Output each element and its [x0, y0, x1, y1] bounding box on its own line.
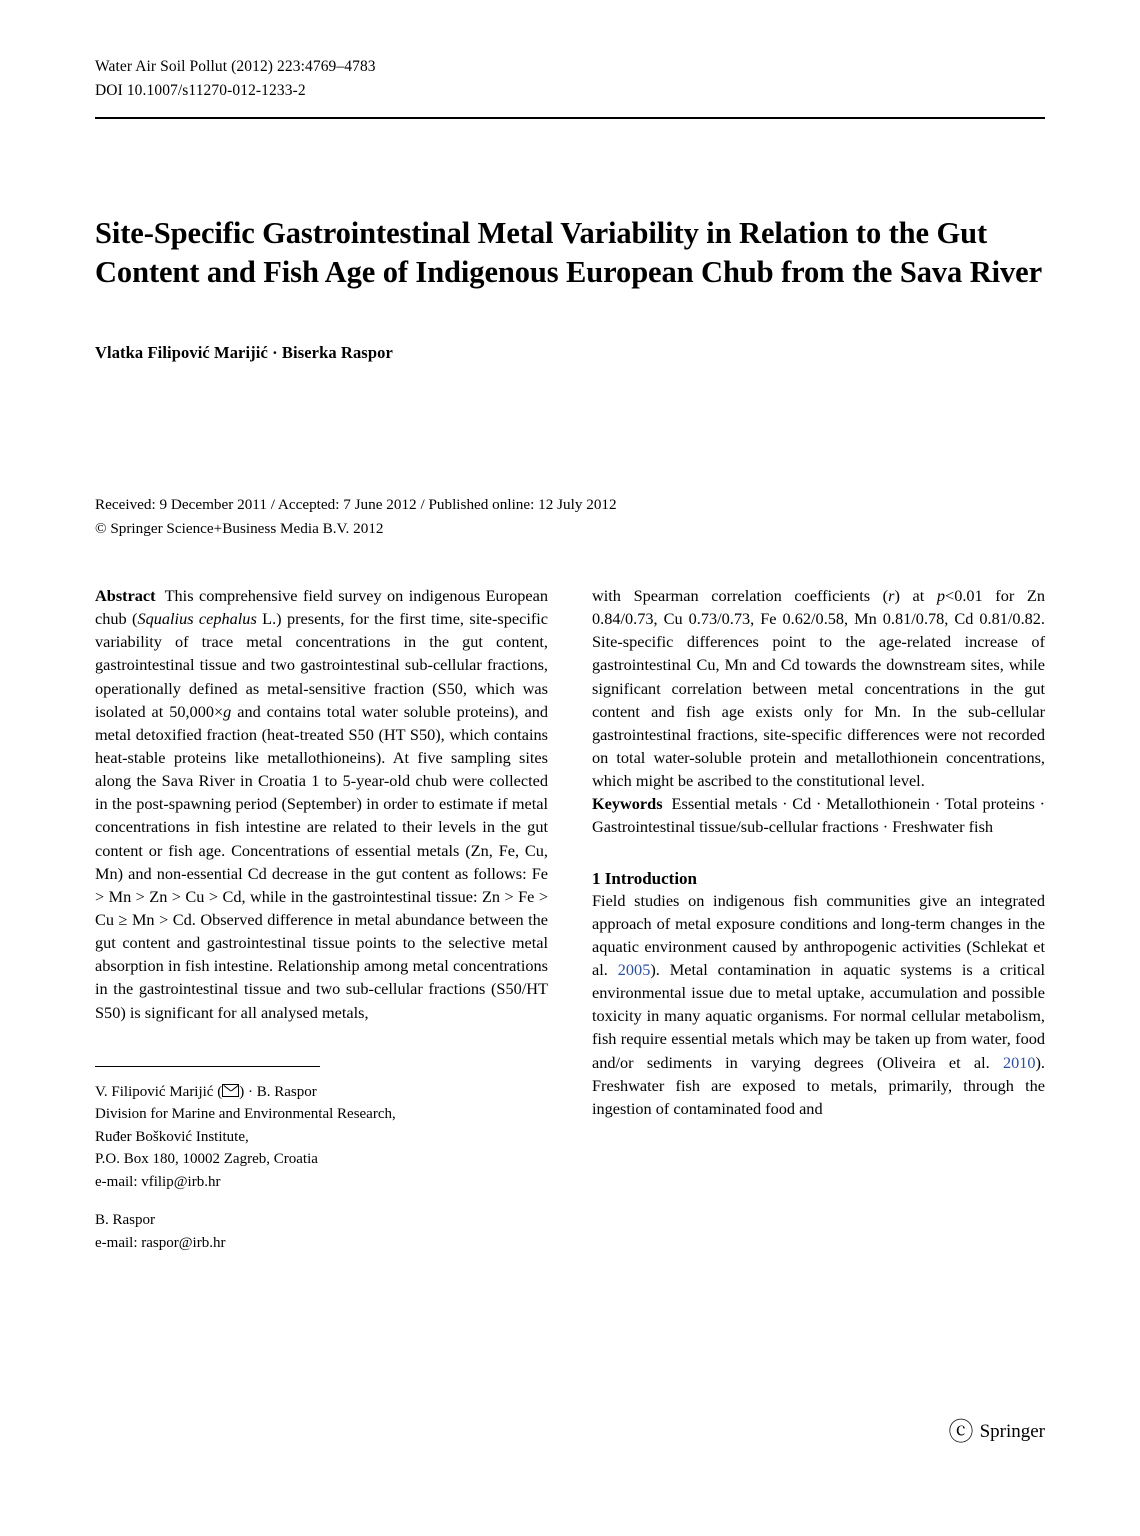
correspondence-division: Division for Marine and Environmental Research,	[95, 1106, 396, 1123]
footnote-divider	[95, 1066, 320, 1067]
correspondence-author-suffix: ) · B. Raspor	[239, 1083, 317, 1100]
abstract-cont-part1: with Spearman correlation coefficients (	[592, 585, 889, 605]
correspondence-block	[95, 1081, 548, 1255]
intro-text-b: ). Metal contamination in aquatic systems is a critical environmental issue due to metal uptake, accumulation and possible toxicity in many aquatic organisms. For normal cellular metabolism, fish require essential metals which may be taken up from water, food and/or sediments in varying degrees (Oliveira et al.	[592, 959, 1045, 1072]
abstract-cont-part3: <0.01 for Zn 0.84/0.73, Cu 0.73/0.73, Fe 0.62/0.58, Mn 0.81/0.78, Cd 0.81/0.82. Site-specific differences point to the age-related increase of gastrointestinal Cu, Mn and Cd towards the downstream sites, while significant correlation between metal concentrations in the gut content and fish age exists only for Mn. In the sub-cellular gastrointestinal fractions, site-specific differences were not recorded on total water-soluble protein and metallothionein concentrations, which might be ascribed to the constitutional level.	[592, 585, 1045, 791]
abstract-paragraph	[95, 584, 548, 1024]
keywords-paragraph	[592, 792, 1045, 838]
abstract-text-part2: L.) presents, for the first time, site-specific variability of trace metal concentrations in the gut content, gastrointestinal tissue and two gastrointestinal sub-cellular fractions, operationally defined as metal-sensitive fraction (S50, which was isolated at 50,000×	[95, 609, 549, 721]
abstract-cont-part2: ) at	[894, 585, 937, 605]
abstract-text-part1: This comprehensive field survey on indigenous European chub (	[95, 585, 548, 629]
keywords-text: Essential metals · Cd · Metallothionein · Total proteins · Gastrointestinal tissue/sub-cellular fractions · Freshwater fish	[592, 794, 1045, 837]
journal-header	[95, 55, 1045, 103]
abstract-label: Abstract	[95, 585, 156, 605]
article-history: Received: 9 December 2011 / Accepted: 7 June 2012 / Published online: 12 July 2012	[95, 495, 617, 513]
second-author-name: B. Raspor	[95, 1212, 155, 1229]
correspondence-address: P.O. Box 180, 10002 Zagreb, Croatia	[95, 1151, 318, 1168]
springer-mark-icon: ⓒ	[948, 1417, 974, 1446]
springer-label: Springer	[979, 1420, 1045, 1442]
copyright-line: © Springer Science+Business Media B.V. 2012	[95, 520, 384, 538]
intro-text-a: Field studies on indigenous fish communities give an integrated approach of metal exposure conditions and long-term changes in the aquatic environment caused by anthropogenic activities (Schlekat et al.	[592, 890, 1045, 979]
abstract-continuation	[592, 584, 1045, 792]
envelope-icon	[222, 1084, 239, 1097]
journal-doi: DOI 10.1007/s11270-012-1233-2	[95, 82, 306, 100]
page-title: Site-Specific Gastrointestinal Metal Variability in Relation to the Gut Content and Fish Age of Indigenous European Chub from the Sava River	[95, 216, 1043, 290]
citation-link-oliveira[interactable]: 2010	[1002, 1052, 1036, 1072]
r-symbol: r	[888, 585, 895, 605]
keywords-label: Keywords	[592, 794, 663, 814]
p-symbol: p	[936, 585, 946, 605]
header-divider	[95, 117, 1045, 119]
journal-citation: Water Air Soil Pollut (2012) 223:4769–4783	[95, 58, 376, 75]
springer-logo	[949, 1419, 1045, 1444]
left-column	[95, 584, 548, 1254]
page-content	[95, 55, 1045, 1254]
citation-link-schlekat[interactable]: 2005	[617, 959, 651, 979]
introduction-paragraph	[592, 889, 1045, 1120]
correspondence-email-1[interactable]: e-mail: vfilip@irb.hr	[95, 1173, 221, 1190]
author-list: Vlatka Filipović Marijić · Biserka Raspor	[95, 342, 393, 362]
section-heading-introduction: 1 Introduction	[592, 868, 698, 888]
species-name: Squalius cephalus	[137, 609, 257, 629]
correspondence-institute: Ruđer Bošković Institute,	[95, 1128, 249, 1145]
correspondence-author-line	[95, 1081, 548, 1104]
correspondence-email-2[interactable]: e-mail: raspor@irb.hr	[95, 1234, 226, 1251]
intro-text-c: ). Freshwater fish are exposed to metals, primarily, through the ingestion of contaminated food and	[592, 1052, 1045, 1118]
abstract-text-part3: and contains total water soluble proteins), and metal detoxified fraction (heat-treated S50 (HT S50), which contains heat-stable proteins like metallothioneins). At five sampling sites along the Sava River in Croatia 1 to 5-year-old chub were collected in the post-spawning period (September) in order to estimate if metal concentrations in fish intestine are related to their levels in the gut content or fish age. Concentrations of essential metals (Zn, Fe, Cu, Mn) and non-essential Cd decrease in the gut content as follows: Fe > Mn > Zn > Cu > Cd, while in the gastrointestinal tissue: Zn > Fe > Cu ≥ Mn > Cd. Observed difference in metal abundance between the gut content and gastrointestinal tissue points to the selective metal absorption in fish intestine. Relationship among metal concentrations in the gastrointestinal tissue and two sub-cellular fractions (S50/HT S50) is significant for all analysed metals,	[95, 701, 548, 1022]
right-column	[592, 584, 1045, 1254]
correspondence-author-prefix: V. Filipović Marijić (	[95, 1083, 223, 1100]
g-symbol: g	[223, 701, 232, 721]
body-columns	[95, 584, 1045, 1254]
